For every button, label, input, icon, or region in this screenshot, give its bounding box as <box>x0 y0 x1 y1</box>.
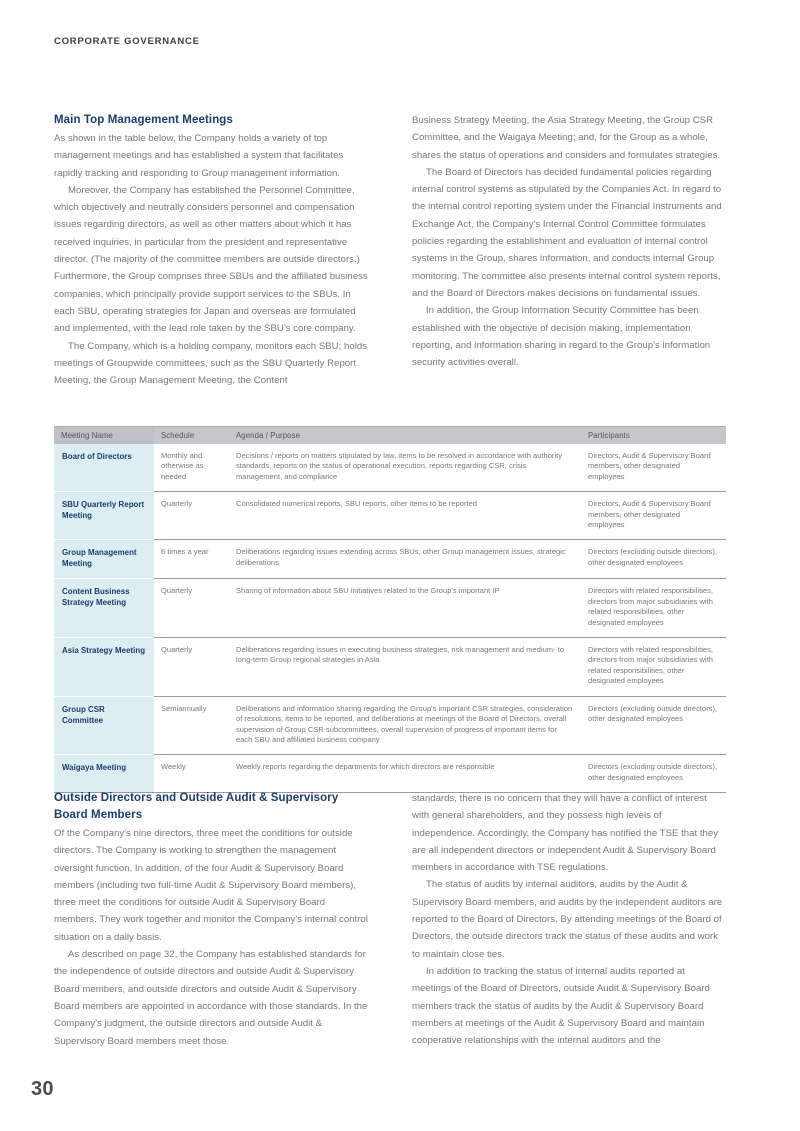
section-title-outside-directors: Outside Directors and Outside Audit & Supervisory Board Members <box>54 792 339 821</box>
paragraph: Business Strategy Meeting, the Asia Strategy Meeting, the Group CSR Committee, and the Waigaya Meeting; and, for the Group as a whole, shares the status of operations and considers and formulates strategies. <box>412 115 721 161</box>
table-row <box>54 755 726 793</box>
column-header-agenda-purpose: Agenda / Purpose <box>229 427 581 445</box>
column-right <box>412 112 726 389</box>
paragraph: The status of audits by internal auditors, audits by the Audit & Supervisory Board members, and audits by the independent auditors are reported to the Board of Directors. By attending meetings of the Board of Directors, the outside directors track the status of these audits and work to maintain close ties. <box>412 879 723 960</box>
column-left <box>54 790 368 1050</box>
cell-schedule: 6 times a year <box>154 540 229 579</box>
paragraph: Moreover, the Company has established the Personnel Committee, which objectively and neutrally considers personnel and compensation issues regarding directors, as well as other matters about which it has received inquiries, in particular from the president and representative director. (The majority of the committee members are outside directors.) Furthermore, the Group comprises three SBUs and the affiliated business companies, which principally provide support services to the SBUs. In each SBU, operating strategies for Japan and overseas are formulated and implemented, with the lead role taken by the SBU's core company. <box>54 184 368 335</box>
meetings-table-container <box>54 426 726 793</box>
cell-agenda: Sharing of information about SBU initiatives related to the Group's important IP <box>229 579 581 638</box>
table-row <box>54 540 726 579</box>
paragraph: In addition to tracking the status of internal audits reported at meetings of the Board of Directors, outside Audit & Supervisory Board members track the status of audits by the Audit & Supervisory Board members at meetings of the Audit & Supervisory Board and maintain cooperative relationships with the internal auditors and the <box>412 965 710 1047</box>
table-row <box>54 444 726 492</box>
paragraph: The Board of Directors has decided fundamental policies regarding internal control systems as stipulated by the Companies Act. In regard to the internal control reporting system under the Financial Instruments and Exchange Act, the Company's Internal Control Committee formulates policies regarding the establishment and evaluation of internal control systems in the Group, shares information, and conducts internal Group monitoring. The committee also presents internal control system reports, and the Board of Directors makes decisions on fundamental issues. <box>412 166 722 299</box>
page-number: 30 <box>31 1078 54 1100</box>
cell-meeting-name: Group Management Meeting <box>54 540 154 579</box>
section-title-main-top-management-meetings: Main Top Management Meetings <box>54 114 233 126</box>
cell-participants: Directors (excluding outside directors), other designated employees <box>581 696 726 755</box>
table-row <box>54 638 726 697</box>
cell-participants: Directors (excluding outside directors), other designated employees <box>581 755 726 793</box>
table-header-row <box>54 427 726 445</box>
cell-meeting-name: Group CSR Committee <box>54 696 154 755</box>
cell-schedule: Monthly and otherwise as needed <box>154 444 229 492</box>
cell-meeting-name: SBU Quarterly Report Meeting <box>54 492 154 540</box>
cell-agenda: Weekly reports regarding the departments for which directors are responsible <box>229 755 581 793</box>
paragraph: standards, there is no concern that they will have a conflict of interest with general shareholders, and they possess high levels of independence. Accordingly, the Company has notified the TSE that they are all independent directors or independent Audit & Supervisory Board members in accordance with TSE regulations. <box>412 793 719 874</box>
cell-agenda: Consolidated numerical reports, SBU reports, other items to be reported <box>229 492 581 540</box>
paragraph: The Company, which is a holding company, monitors each SBU; holds meetings of Groupwide committees, such as the SBU Quarterly Report Meeting, the Group Management Meeting, the Content <box>54 340 368 387</box>
table-row <box>54 579 726 638</box>
cell-schedule: Weekly <box>154 755 229 793</box>
meetings-table <box>54 426 726 793</box>
cell-schedule: Semiannually <box>154 696 229 755</box>
cell-schedule: Quarterly <box>154 579 229 638</box>
paragraph: Of the Company's nine directors, three meet the conditions for outside directors. The Company is working to strengthen the management oversight function. In addition, of the four Audit & Supervisory Board members (including two full-time Audit & Supervisory Board members), three meet the conditions for outside Audit & Supervisory Board members. They work together and monitor the Company's internal control situation on a daily basis. <box>54 828 368 943</box>
paragraph: As described on page 32, the Company has established standards for the independence of outside directors and outside Audit & Supervisory Board members, and outside directors and outside Audit & Supervisory Board members are appointed in accordance with those standards. In the Company's judgment, the outside directors and outside Audit & Supervisory Board members meet those <box>54 949 368 1047</box>
outside-directors-section <box>54 790 726 1050</box>
cell-participants: Directors with related responsibilities, directors from major subsidiaries with related responsibilities, other designated employees <box>581 638 726 697</box>
cell-agenda: Decisions / reports on matters stipulated by law, items to be resolved in accordance with authority standards, reports on the status of operational execution, reports regarding CSR, crisis management, and compliance <box>229 444 581 492</box>
table-body <box>54 444 726 793</box>
cell-meeting-name: Board of Directors <box>54 444 154 492</box>
cell-participants: Directors (excluding outside directors), other designated employees <box>581 540 726 579</box>
column-header-meeting-name: Meeting Name <box>54 427 154 445</box>
cell-agenda: Deliberations and information sharing regarding the Group's important CSR strategies, consideration of resolutions, items to be reported, and deliberations at meetings of the Board of Directors, overall supervision of Group CSR subcommittees, overall supervision of progress of important items for each SBU and affiliated business company <box>229 696 581 755</box>
table-row <box>54 492 726 540</box>
cell-meeting-name: Waigaya Meeting <box>54 755 154 793</box>
cell-participants: Directors, Audit & Supervisory Board members, other designated employees <box>581 492 726 540</box>
cell-participants: Directors, Audit & Supervisory Board members, other designated employees <box>581 444 726 492</box>
table-head <box>54 427 726 445</box>
main-meetings-section <box>54 112 726 389</box>
paragraph: In addition, the Group Information Security Committee has been established with the objective of decision making, implementation reporting, and information sharing in regard to the Group's information security activities overall. <box>412 305 711 369</box>
cell-schedule: Quarterly <box>154 492 229 540</box>
cell-agenda: Deliberations regarding issues extending across SBUs, other Group management issues, strategic deliberations <box>229 540 581 579</box>
paragraph: As shown in the table below, the Company holds a variety of top management meetings and has established a system that facilitates rapidly tracking and responding to Group management information. <box>54 133 344 179</box>
column-right <box>412 790 726 1050</box>
cell-participants: Directors with related responsibilities, directors from major subsidiaries with related responsibilities, other designated employees <box>581 579 726 638</box>
cell-meeting-name: Content Business Strategy Meeting <box>54 579 154 638</box>
cell-agenda: Deliberations regarding issues in executing business strategies, risk management and medium- to long-term Group regional strategies in Asia <box>229 638 581 697</box>
column-left <box>54 112 368 389</box>
running-head: CORPORATE GOVERNANCE <box>54 36 200 47</box>
column-header-participants: Participants <box>581 427 726 445</box>
table-row <box>54 696 726 755</box>
column-header-schedule: Schedule <box>154 427 229 445</box>
cell-meeting-name: Asia Strategy Meeting <box>54 638 154 697</box>
cell-schedule: Quarterly <box>154 638 229 697</box>
